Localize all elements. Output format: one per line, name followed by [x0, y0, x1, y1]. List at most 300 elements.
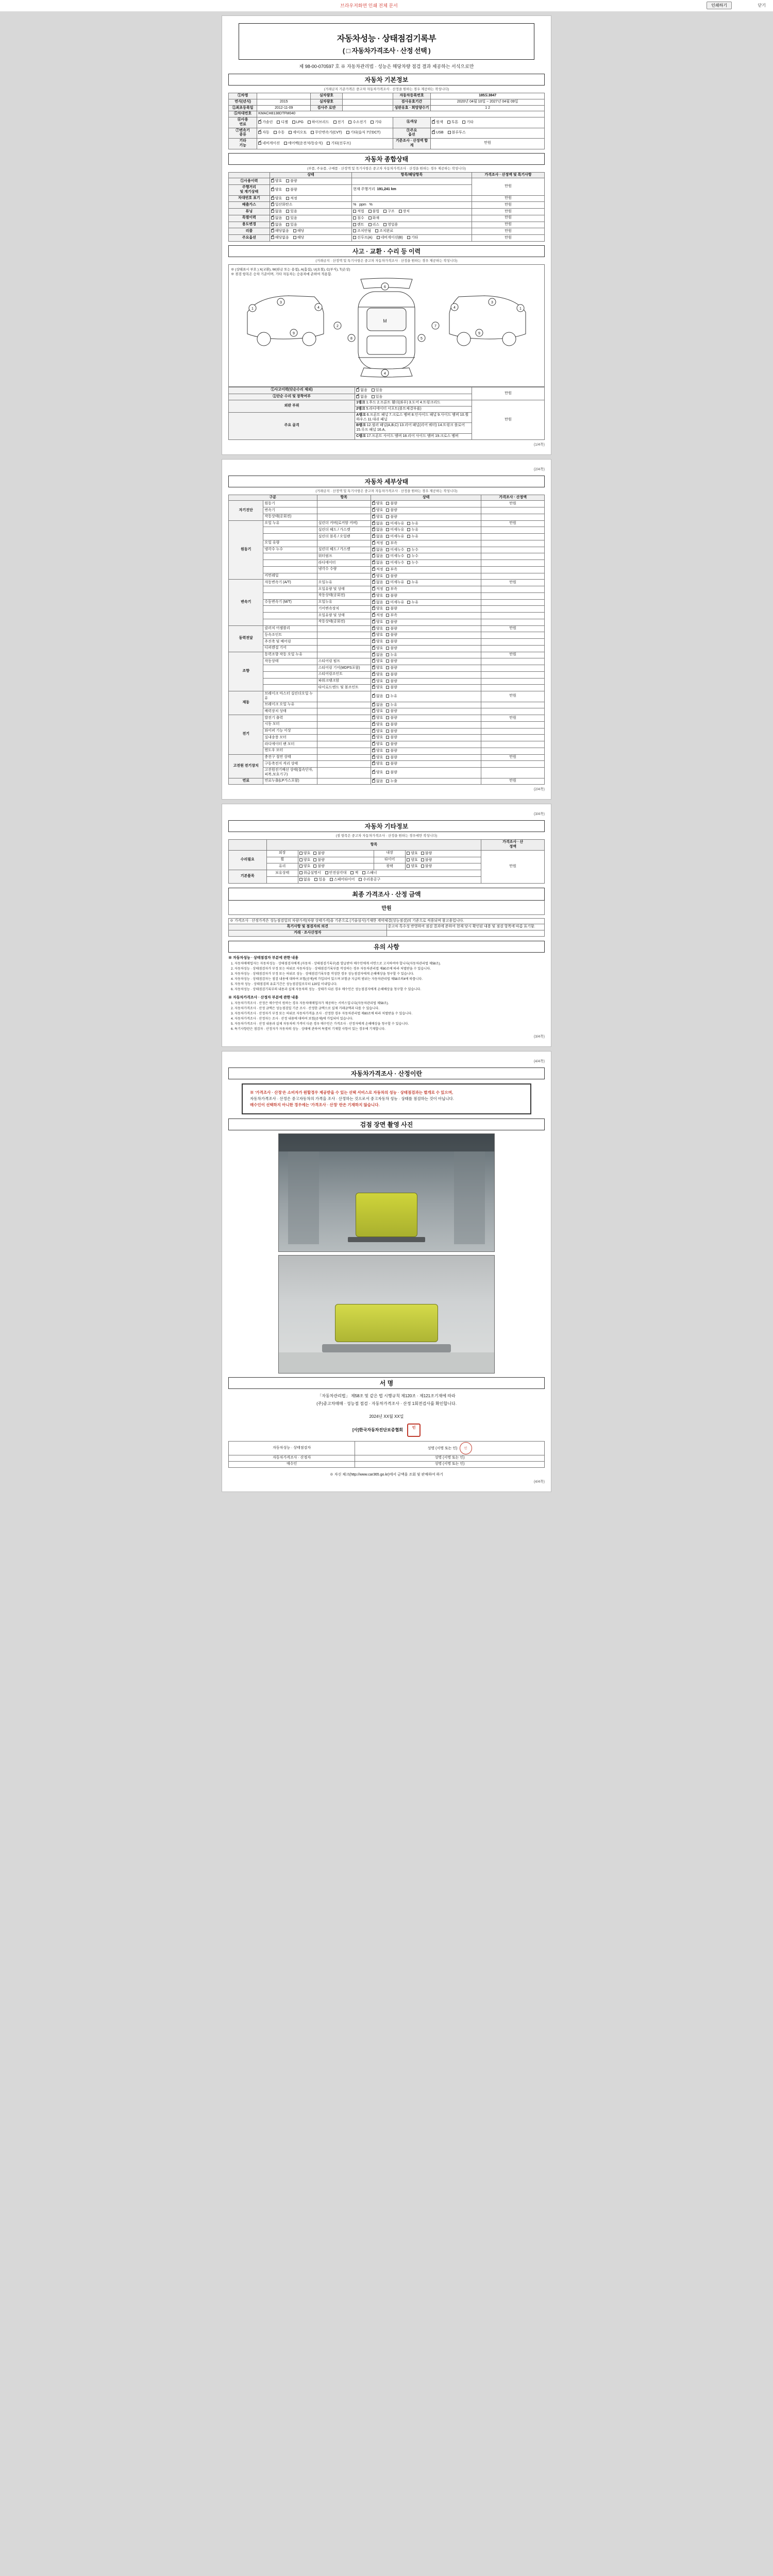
rank-items: 6.프론트 패널 7.크로스 멤버 8.인사이드 패널 9.사이드 멤버 10.휠하우스 11.대쉬 패널: [356, 413, 469, 421]
row-detail: [355, 412, 472, 423]
option-bluetooth[interactable]: 블루투스: [448, 130, 466, 135]
option-electric[interactable]: 전기: [333, 120, 345, 125]
item-price: [481, 527, 545, 534]
list-item: 5. 자동차가격조사 · 산정 내용과 실제 자동차의 가격이 다른 경우 매수인은 가격조사 · 산정자에게 손해배상을 청구할 수 있습니다.: [234, 1022, 545, 1027]
option-불량[interactable]: 불량: [386, 672, 397, 677]
option-양호[interactable]: ✔ 양호: [372, 501, 383, 506]
option-적정[interactable]: ✔ 적정: [372, 567, 383, 572]
item-label: 작동상태(공회전): [263, 514, 317, 520]
item-state: [371, 606, 481, 613]
option-양호[interactable]: ✔ 양호: [372, 755, 383, 760]
option-미세누유[interactable]: 미세누유: [386, 534, 404, 539]
row-value: [386, 930, 545, 937]
option-diesel[interactable]: 디젤: [277, 120, 288, 125]
option-none[interactable]: ✔ 없음: [271, 209, 282, 214]
option-불량[interactable]: 불량: [386, 659, 397, 664]
cell-state: [406, 850, 481, 857]
item-price: [481, 685, 545, 691]
option-없음[interactable]: ✔없음: [372, 694, 383, 699]
option-exists[interactable]: 있음: [372, 395, 383, 400]
option-불량[interactable]: 불량: [386, 594, 397, 599]
option-양호[interactable]: ✔ 양호: [372, 716, 383, 721]
option-bad[interactable]: 불량: [313, 864, 325, 869]
option-불량[interactable]: 불량: [386, 722, 397, 727]
item-state: [371, 768, 481, 778]
option-없음[interactable]: ✔ 없음: [372, 703, 383, 708]
option-누유[interactable]: 누유: [386, 694, 397, 699]
item-price: [481, 645, 545, 652]
page-number: (3/4쪽): [533, 812, 545, 817]
option-불량[interactable]: 불량: [386, 626, 397, 632]
item-state: [371, 721, 481, 728]
table-row: [229, 520, 545, 527]
item-state: [371, 691, 481, 702]
row-detail: % ppm %: [352, 202, 472, 209]
svg-text:4: 4: [384, 371, 386, 376]
option-navi[interactable]: 네비게이션(B): [377, 235, 403, 241]
option-fire[interactable]: 화재: [368, 216, 380, 221]
option-불량[interactable]: 불량: [386, 633, 397, 638]
option-bad[interactable]: 불량: [421, 864, 432, 869]
print-button[interactable]: 인쇄하기: [707, 2, 732, 9]
option-불량[interactable]: 불량: [386, 716, 397, 721]
option-good[interactable]: ✔ 양호: [271, 196, 282, 201]
option-trans-etc[interactable]: 기타(습식 7단DCT): [346, 130, 381, 135]
item-price: [481, 768, 545, 778]
item-label: 실내송풍 모터: [263, 735, 317, 741]
item-sub-label: 라디에이터: [317, 560, 371, 567]
item-sub-label: 파워크랭크암: [317, 678, 371, 685]
option-없음[interactable]: ✔ 없음: [372, 554, 383, 559]
row-state: [270, 235, 351, 242]
table-row: [229, 665, 545, 672]
option-양호[interactable]: ✔ 양호: [372, 679, 383, 684]
table-row: [229, 599, 545, 606]
option-commercial[interactable]: 영업용: [383, 223, 398, 228]
option-bad[interactable]: 불량: [313, 851, 325, 856]
option-양호[interactable]: ✔ 양호: [372, 666, 383, 671]
cell-value: 2012-11-09: [257, 105, 311, 111]
item-sub-label: [317, 639, 371, 646]
row-state: [270, 228, 351, 235]
svg-text:1: 1: [251, 307, 254, 311]
option-부족[interactable]: 부족: [386, 613, 397, 618]
option-none[interactable]: ✔ 없음: [356, 388, 367, 393]
option-jack[interactable]: 잭: [350, 871, 358, 876]
option-없음[interactable]: ✔ 없음: [372, 779, 383, 784]
option-legal[interactable]: 적법: [353, 209, 364, 214]
item-label: 브레이크 오일 누유: [263, 702, 317, 708]
table-row: [229, 930, 545, 937]
option-rent[interactable]: 렌트: [353, 223, 364, 228]
option-good[interactable]: ✔ 양호: [271, 179, 282, 184]
option-good[interactable]: ✔양호: [271, 188, 282, 193]
option-불량[interactable]: 불량: [386, 679, 397, 684]
option-양호[interactable]: ✔ 양호: [372, 685, 383, 690]
option-불량[interactable]: 불량: [386, 508, 397, 513]
accident-history-table: [228, 387, 545, 440]
option-부족[interactable]: 부족: [386, 541, 397, 546]
option-불량[interactable]: 불량: [386, 620, 397, 625]
option-usb[interactable]: ✔USB: [432, 130, 443, 135]
row-label: 차대번호 표기: [229, 195, 270, 202]
option-누유[interactable]: 누유: [407, 521, 418, 527]
option-없음[interactable]: ✔ 없음: [372, 528, 383, 533]
option-color-single[interactable]: ✔ 원색: [432, 120, 443, 125]
list-item: 4. 자동차성능 · 상태점검자는 점검 내용에 대하여 보험(공제)에 가입되어 있으며 보험금 지급의 범위는 자동차관리법 제58조의4에 따릅니다.: [234, 977, 545, 982]
option-누유[interactable]: 누유: [407, 528, 418, 533]
item-label: 충전구 절연 상태: [263, 754, 317, 761]
item-state: [371, 580, 481, 586]
item-state: [371, 702, 481, 708]
item-price: [481, 599, 545, 606]
option-na[interactable]: ✔ 해당없음: [271, 235, 289, 241]
option-누유[interactable]: 누유: [407, 534, 418, 539]
option-불량[interactable]: 불량: [386, 685, 397, 690]
item-state: [371, 592, 481, 599]
option-exists[interactable]: 있음: [286, 223, 297, 228]
list-item: 1. 자동차가격조사 · 산정은 매수인이 원하는 경우 자동차매매업자가 제공하는 서비스입니다(자동차관리법 제58조).: [234, 1002, 545, 1006]
item-state: [371, 685, 481, 691]
doc-number-line: 제 98-00-070597 호 ※ 자동차관리법 · 성능은 해당차량 점검 결과 제공하는 서식으로만: [299, 64, 474, 69]
row-detail: [352, 195, 472, 202]
option-exists[interactable]: 있음: [286, 209, 297, 214]
option-불량[interactable]: 불량: [386, 742, 397, 747]
item-label: 커먼레일: [263, 573, 317, 580]
notice-list-2: [234, 1002, 545, 1032]
cell-label: 보유상태: [266, 870, 298, 877]
table-row: [229, 652, 545, 658]
color-options: [431, 117, 545, 128]
option-lease[interactable]: 리스: [368, 223, 380, 228]
option-부족[interactable]: 부족: [386, 587, 397, 592]
option-불량[interactable]: 불량: [386, 761, 397, 767]
option-양호[interactable]: ✔ 양호: [372, 749, 383, 754]
row-price: 만원: [472, 215, 545, 222]
item-price: 만원: [481, 691, 545, 702]
option-adequate[interactable]: 적정: [286, 196, 297, 201]
option-color-etc[interactable]: 기타: [462, 120, 474, 125]
table-row: [229, 228, 545, 235]
item-sub-label: [317, 728, 371, 735]
item-price: [481, 507, 545, 514]
section-accident-heading: 사고 · 교환 · 수리 등 이력: [228, 245, 545, 257]
option-누유[interactable]: 누유: [386, 653, 397, 658]
table-row: [229, 235, 545, 242]
option-미세누수[interactable]: 미세누수: [386, 554, 404, 559]
option-누수[interactable]: 누수: [407, 548, 418, 553]
group-label: 전기: [229, 715, 263, 755]
item-price: 만원: [481, 715, 545, 722]
option-없음[interactable]: ✔ 없음: [372, 534, 383, 539]
option-불량[interactable]: 불량: [386, 574, 397, 579]
inspection-photo-lift: [278, 1255, 495, 1374]
table-row: [229, 735, 545, 741]
option-부족[interactable]: 부족: [386, 567, 397, 572]
option-양호[interactable]: ✔ 양호: [372, 761, 383, 767]
option-bad[interactable]: 불량: [313, 858, 325, 863]
option-미세누유[interactable]: 미세누유: [386, 528, 404, 533]
table-row: [229, 728, 545, 735]
item-price: [481, 721, 545, 728]
group-label: 연료: [229, 778, 263, 785]
item-sub-label: 오일유량 및 상태: [317, 613, 371, 619]
option-exists[interactable]: 있음: [314, 877, 326, 883]
option-적정[interactable]: ✔ 적정: [372, 587, 383, 592]
table-row: [229, 606, 545, 613]
option-lpg[interactable]: LPG: [292, 120, 304, 125]
row-detail: [352, 235, 472, 242]
option-누출[interactable]: 누출: [386, 779, 397, 784]
option-없음[interactable]: ✔ 없음: [372, 653, 383, 658]
option-불량[interactable]: 불량: [386, 749, 397, 754]
option-bad[interactable]: 불량: [421, 858, 432, 863]
option-applicable[interactable]: 해당: [293, 235, 305, 241]
option-양호[interactable]: ✔ 양호: [372, 606, 383, 612]
option-color-two[interactable]: 투톤: [447, 120, 459, 125]
row-value[interactable]: 성명 (서명 또는 인): [355, 1455, 545, 1462]
cell-state: [298, 857, 374, 863]
table-row: [229, 1462, 545, 1468]
option-good[interactable]: 양호: [407, 864, 418, 869]
item-sub-label: [317, 768, 371, 778]
option-manual[interactable]: 취급설명서: [299, 871, 321, 876]
row-value[interactable]: 성명 (서명 또는 인): [355, 1462, 545, 1468]
option-적정[interactable]: ✔ 적정: [372, 541, 383, 546]
option-누유[interactable]: 누유: [407, 580, 418, 585]
option-불량[interactable]: 불량: [386, 729, 397, 734]
item-state: [371, 573, 481, 580]
option-양호[interactable]: ✔ 양호: [372, 709, 383, 714]
option-applicable[interactable]: 해당: [293, 229, 305, 234]
close-button[interactable]: 닫기: [758, 3, 766, 8]
option-exists[interactable]: 있음: [286, 216, 297, 221]
option-illegal[interactable]: 불법: [368, 209, 380, 214]
signature-heading: 서 명: [228, 1377, 545, 1389]
item-sub-label: [317, 754, 371, 761]
option-없음[interactable]: ✔ 없음: [372, 521, 383, 527]
warning-line-1: ※ '가격조사 · 산정'은 소비자가 원할경우 제공받을 수 있는 선택 서비스로 자동차의 성능 · 상태점검과는 별개로 수 있으며,: [250, 1090, 453, 1095]
rank-label: 1랭크: [356, 401, 365, 405]
cell-label: ⑧색상: [393, 117, 431, 128]
option-불량[interactable]: 불량: [386, 639, 397, 645]
option-미세누수[interactable]: 미세누수: [386, 548, 404, 553]
option-불량[interactable]: 불량: [386, 606, 397, 612]
item-label: 변속기: [263, 507, 317, 514]
item-price: [481, 619, 545, 625]
row-price: 만원: [472, 202, 545, 209]
row-detail: 현재 주행거리 191,241 km: [352, 185, 472, 196]
diagram-legend-2: ※ 점검 항목은 승차 기준이며, 기타 자동차는 승용차에 준하여 적용함.: [231, 272, 332, 276]
item-price: [481, 547, 545, 553]
option-양호[interactable]: ✔ 양호: [372, 722, 383, 727]
detail-table-body: [229, 501, 545, 785]
row-detail: [352, 222, 472, 228]
option-양호[interactable]: ✔ 양호: [372, 574, 383, 579]
item-state: [371, 540, 481, 547]
item-state: [371, 652, 481, 658]
option-structure[interactable]: 구조: [383, 209, 395, 214]
option-done[interactable]: 조치완료: [375, 229, 393, 234]
option-양호[interactable]: ✔ 양호: [372, 646, 383, 651]
item-label: 오일 누유: [263, 520, 317, 527]
col-header: 상태: [270, 172, 351, 178]
option-누유[interactable]: 누유: [407, 600, 418, 605]
option-불량[interactable]: 불량: [386, 755, 397, 760]
option-cvt[interactable]: 무단변속기(CVT): [311, 130, 342, 135]
option-good[interactable]: 양호: [407, 851, 418, 856]
item-state: [371, 715, 481, 722]
option-양호[interactable]: ✔ 양호: [372, 594, 383, 599]
option-누수[interactable]: 누수: [407, 561, 418, 566]
option-not-done[interactable]: 조치안됨: [353, 229, 371, 234]
option-device[interactable]: 장치: [399, 209, 410, 214]
inspection-photo-front: [278, 1133, 495, 1252]
document-page-2: [222, 459, 551, 800]
option-bad[interactable]: 불량: [421, 851, 432, 856]
option-safety-tri[interactable]: 안전삼각대: [325, 871, 347, 876]
option-없음[interactable]: ✔ 없음: [372, 548, 383, 553]
option-none[interactable]: ✔ 없음: [271, 216, 282, 221]
item-label: 오일 유량: [263, 540, 317, 547]
page-number: (2/4쪽): [533, 467, 545, 471]
option-불량[interactable]: 불량: [386, 501, 397, 506]
option-불량[interactable]: 불량: [386, 770, 397, 775]
option-flood[interactable]: 침수: [353, 216, 364, 221]
option-미세누유[interactable]: 미세누유: [386, 600, 404, 605]
option-불량[interactable]: 불량: [386, 515, 397, 520]
option-양호[interactable]: ✔양호: [372, 770, 383, 775]
item-price: [481, 761, 545, 768]
option-없음[interactable]: ✔ 없음: [372, 580, 383, 585]
option-양호[interactable]: ✔ 양호: [372, 515, 383, 520]
item-sub-label: [317, 735, 371, 741]
cell-label: 실차량호: [311, 93, 342, 99]
option-sunroof[interactable]: 선루프(A): [353, 235, 373, 241]
option-불량[interactable]: 불량: [386, 666, 397, 671]
table-header-row: [229, 172, 545, 178]
item-label: 와이퍼 기능 이상: [263, 728, 317, 735]
option-양호[interactable]: ✔ 양호: [372, 672, 383, 677]
option-미세누수[interactable]: 미세누수: [386, 561, 404, 566]
option-hydrogen[interactable]: 수소전기: [348, 120, 366, 125]
rank-label: C랭크: [356, 434, 366, 438]
row-value: [355, 1442, 545, 1455]
option-navigation[interactable]: ✔네비게이션: [258, 141, 280, 146]
option-sunroof[interactable]: 기타(선루프): [327, 141, 350, 146]
item-price: [481, 728, 545, 735]
cell-state: [298, 863, 374, 870]
option-repair-kit[interactable]: 수리용공구: [359, 877, 380, 883]
item-state: [371, 678, 481, 685]
rank-label: 2랭크: [356, 407, 365, 411]
option-none[interactable]: 없음: [299, 877, 311, 883]
item-state: [371, 619, 481, 625]
option-fuel-etc[interactable]: 기타: [371, 120, 382, 125]
table-row: [229, 741, 545, 748]
option-없음[interactable]: ✔ 없음: [372, 600, 383, 605]
option-good[interactable]: 양호: [299, 851, 311, 856]
option-co[interactable]: ✔ 일산화탄소: [271, 202, 293, 208]
option-없음[interactable]: ✔ 없음: [372, 561, 383, 566]
cell-value: [342, 105, 393, 111]
option-gasoline[interactable]: ✔가솔린: [258, 120, 273, 125]
table-row: [229, 768, 545, 778]
item-label: 클러치 어셈블리: [263, 625, 317, 632]
cell-value: 2020년 04월 10일 ~ 2027년 04월 09일: [431, 99, 545, 105]
cell-state: [298, 876, 481, 883]
option-적정[interactable]: ✔ 적정: [372, 613, 383, 618]
section-detail-heading: 자동차 세부상태: [228, 476, 545, 487]
option-양호[interactable]: ✔ 양호: [372, 729, 383, 734]
option-불량[interactable]: 불량: [386, 646, 397, 651]
option-양호[interactable]: ✔ 양호: [372, 659, 383, 664]
col-header: 가격조사 · 산정액: [481, 495, 545, 501]
option-good[interactable]: 양호: [299, 864, 311, 869]
option-양호[interactable]: ✔ 양호: [372, 620, 383, 625]
item-label: 동력조향 작동 오일 누유: [263, 652, 317, 658]
option-spare-tire[interactable]: 스페어타이어: [330, 877, 355, 883]
item-label: [263, 619, 317, 625]
option-미세누유[interactable]: 미세누유: [386, 521, 404, 527]
item-sub-label: [317, 778, 371, 785]
option-양호[interactable]: ✔ 양호: [372, 639, 383, 645]
table-row: [229, 632, 545, 639]
option-누수[interactable]: 누수: [407, 554, 418, 559]
option-auto[interactable]: ✔자동: [258, 130, 270, 135]
option-good[interactable]: 양호: [407, 858, 418, 863]
option-bad[interactable]: 불량: [286, 188, 297, 193]
row-label: 배출가스: [229, 202, 270, 209]
option-exists[interactable]: 있음: [372, 388, 383, 393]
item-sub-label: [317, 708, 371, 715]
option-불량[interactable]: 불량: [386, 735, 397, 740]
option-spanner[interactable]: 스패너: [362, 871, 377, 876]
option-hybrid[interactable]: 하이브리드: [308, 120, 329, 125]
option-양호[interactable]: ✔ 양호: [372, 742, 383, 747]
signature-date: 2024년 XX월 XX일: [369, 1414, 404, 1419]
option-양호[interactable]: ✔ 양호: [372, 735, 383, 740]
item-sub-label: 스티어링 펌프: [317, 658, 371, 665]
option-airbag[interactable]: 에어백(운전석/동승석): [284, 141, 323, 146]
option-etc[interactable]: 기타: [407, 235, 418, 241]
signature-value[interactable]: 성명 (서명 또는 인): [427, 1447, 458, 1451]
option-불량[interactable]: 불량: [386, 709, 397, 714]
table-row: [229, 691, 545, 702]
option-semiauto[interactable]: 세미오토: [289, 130, 307, 135]
cell-label: 내장: [374, 850, 405, 857]
option-good[interactable]: 양호: [299, 858, 311, 863]
option-양호[interactable]: ✔ 양호: [372, 633, 383, 638]
signature-table: [228, 1441, 545, 1468]
option-누유[interactable]: 누유: [386, 703, 397, 708]
option-양호[interactable]: ✔ 양호: [372, 626, 383, 632]
table-row: [229, 702, 545, 708]
option-bad[interactable]: 불량: [286, 179, 297, 184]
cell-label: ⑨주요 옵션: [393, 128, 431, 139]
cell-value: KMACH8138DTFM040: [257, 111, 545, 117]
option-none[interactable]: ✔ 없음: [271, 223, 282, 228]
table-row: [229, 540, 545, 547]
item-price: [481, 665, 545, 672]
option-manual[interactable]: 수동: [274, 130, 285, 135]
option-none[interactable]: ✔ 없음: [356, 395, 367, 400]
row-price: 만원: [472, 387, 544, 400]
option-양호[interactable]: ✔ 양호: [372, 508, 383, 513]
option-미세누유[interactable]: 미세누유: [386, 580, 404, 585]
option-na[interactable]: ✔ 해당없음: [271, 229, 289, 234]
table-row: [229, 222, 545, 228]
